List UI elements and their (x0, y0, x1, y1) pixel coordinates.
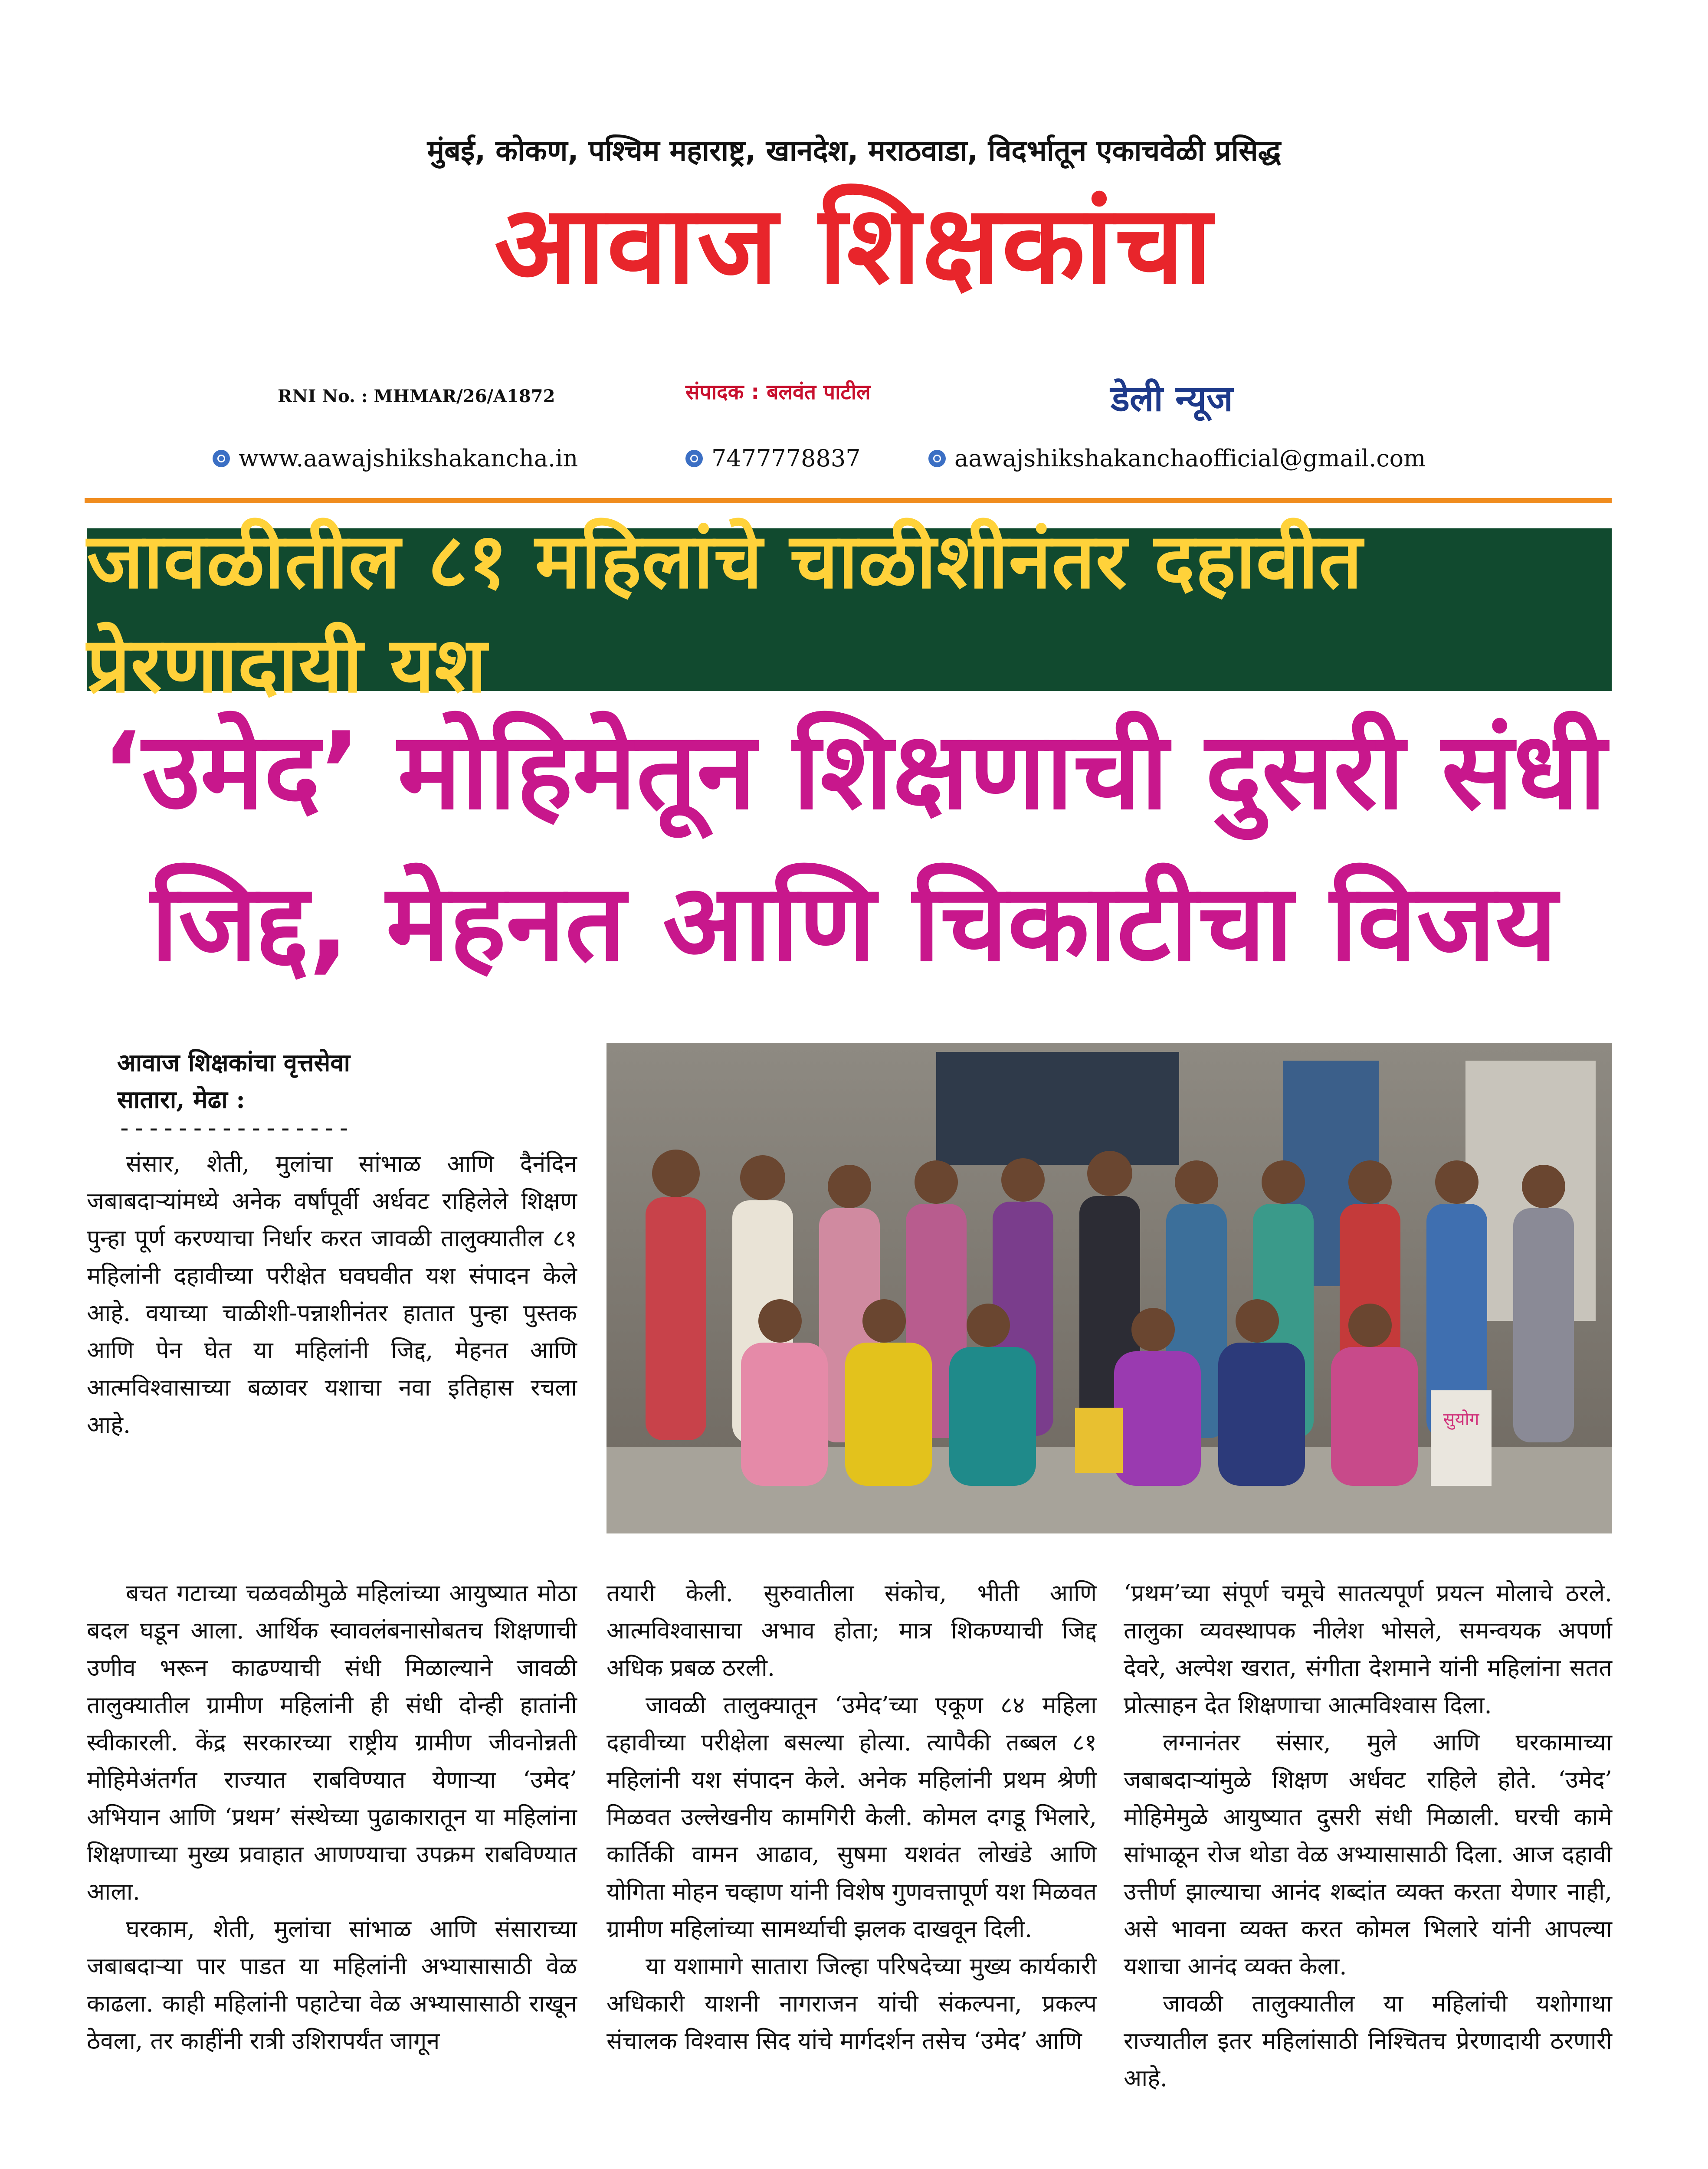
globe-icon (213, 450, 230, 467)
banner-text: जावळीतील ८१ महिलांचे चाळीशीनंतर दहावीत प्रेरणादायी यश (87, 516, 1363, 710)
article-paragraph-5-continued: ‘प्रथम’च्या संपूर्ण चमूचे सातत्यपूर्ण प्रयत्न मोलाचे ठरले. तालुका व्यवस्थापक नीलेश भोसले, समन्वयक अपर्णा देवरे, अल्पेश खरात, संगीता देशमाने यांनी महिलांना सतत प्रोत्साहन देत शिक्षणाचा आत्मविश्वास दिला. (1124, 1579, 1612, 1719)
masthead-title: आवाज शिक्षकांचा (494, 182, 1214, 308)
headline-primary: ‘उमेद’ मोहिमेतून शिक्षणाची दुसरी संधी (102, 709, 1606, 833)
editor-name: संपादक : बलवंत पाटील (685, 380, 871, 404)
website-text[interactable]: www.aawajshikshakancha.in (239, 445, 578, 472)
rni-number: RNI No. : MHMAR/26/A1872 (278, 386, 555, 406)
headline-banner (87, 516, 1612, 710)
article-paragraph-1: संसार, शेती, मुलांचा सांभाळ आणि दैनंदिन जबाबदाऱ्यांमध्ये अनेक वर्षांपूर्वी अर्धवट राहिलेले शिक्षण पुन्हा पूर्ण करण्याचा निर्धार करत जावळी तालुक्यातील ८१ महिलांनी दहावीच्या परीक्षेत घवघवीत यश संपादन केले आहे. वयाच्या चाळीशी-पन्नाशीनंतर हातात पुन्हा पुस्तक आणि पेन घेत या महिलांनी जिद्द, मेहनत आणि आत्मविश्वासाच्या बळावर यशाचा नवा इतिहास रचला आहे. (87, 1150, 577, 1438)
article-column-1-top (87, 1145, 577, 1444)
news-agency: आवाज शिक्षकांचा वृत्तसेवा (117, 1048, 351, 1077)
article-paragraph-7: जावळी तालुक्यातील या महिलांची यशोगाथा राज्यातील इतर महिलांसाठी निश्चितच प्रेरणादायी ठरणारी आहे. (1124, 1990, 1612, 2092)
article-paragraph-2: बचत गटाच्या चळवळीमुळे महिलांच्या आयुष्यात मोठा बदल घडून आला. आर्थिक स्वावलंबनासोबतच शिक्षणाची उणीव भरून काढण्याची संधी मिळाल्याने जावळी तालुक्यातील ग्रामीण महिलांनी ही संधी दोन्ही हातांनी स्वीकारली. केंद्र सरकारच्या राष्ट्रीय ग्रामीण जीवनोन्नती मोहिमेअंतर्गत राज्यात राबविण्यात येणाऱ्या ‘उमेद’ अभियान आणि ‘प्रथम’ संस्थेच्या पुढाकारातून या महिलांना शिक्षणाच्या मुख्य प्रवाहात आणण्याचा उपक्रम राबविण्यात आला. (87, 1579, 577, 1905)
phone-text[interactable]: 7477778837 (711, 445, 861, 472)
bag-label: सुयोग (1443, 1409, 1479, 1429)
group-photo (606, 1043, 1612, 1533)
article-paragraph-4: जावळी तालुक्यातून ‘उमेद’च्या एकूण ८४ महिला दहावीच्या परीक्षेला बसल्या होत्या. त्यापैकी तब्बल ८१ महिलांनी यश संपादन केले. अनेक महिलांनी प्रथम श्रेणी मिळवत उल्लेखनीय कामगिरी केली. कोमल दगडू भिलारे, कार्तिकी वामन आढाव, सुषमा यशवंत लोखंडे आणि योगिता मोहन चव्हाण यांनी विशेष गुणवत्तापूर्ण यश मिळवत ग्रामीण महिलांच्या सामर्थ्याची झलक दाखवून दिली. (606, 1691, 1097, 1943)
article-column-1-bottom (87, 1575, 577, 2060)
email-icon (928, 450, 946, 467)
phone-icon (685, 450, 703, 467)
byline-separator: ---------------- (117, 1114, 351, 1142)
article-paragraph-3: घरकाम, शेती, मुलांचा सांभाळ आणि संसाराच्या जबाबदाऱ्या पार पाडत या महिलांनी अभ्यासासाठी वेळ काढला. काही महिलांनी पहाटेचा वेळ अभ्यासासाठी राखून ठेवला, तर काहींनी रात्री उशिरापर्यंत जागून (87, 1915, 577, 2054)
website-contact[interactable] (213, 445, 578, 472)
article-paragraph-6: लग्नानंतर संसार, मुले आणि घरकामाच्या जबाबदाऱ्यांमुळे शिक्षण अर्धवट राहिले होते. ‘उमेद’ मोहिमेमुळे आयुष्यात दुसरी संधी मिळाली. घरची कामे सांभाळून रोज थोडा वेळ अभ्यासासाठी दिला. आज दहावी उत्तीर्ण झाल्याचा आनंद शब्दांत व्यक्त करता येणार नाही, असे भावना व्यक्त करत कोमल भिलारे यांनी आपल्या यशाचा आनंद व्यक्त केला. (1124, 1729, 1612, 1980)
article-paragraph-3-continued: तयारी केली. सुरुवातीला संकोच, भीती आणि आत्मविश्वासाचा अभाव होता; मात्र शिकण्याची जिद्द अधिक प्रबळ ठरली. (606, 1579, 1097, 1681)
article-paragraph-5: या यशामागे सातारा जिल्हा परिषदेच्या मुख्य कार्यकारी अधिकारी याशनी नागराजन यांची संकल्पना, प्रकल्प संचालक विश्वास सिद यांचे मार्गदर्शन तसेच ‘उमेद’ आणि (606, 1953, 1097, 2054)
article-column-2 (606, 1575, 1097, 2060)
phone-contact[interactable] (685, 445, 861, 472)
daily-news-label: डेली न्यूज (1111, 378, 1233, 419)
email-contact[interactable] (928, 445, 1426, 472)
dateline-place: सातारा, मेढा : (117, 1085, 245, 1114)
header-divider (85, 498, 1612, 503)
article-column-3 (1124, 1575, 1612, 2097)
email-text[interactable]: aawajshikshakanchaofficial@gmail.com (954, 445, 1426, 472)
tagline: मुंबई, कोकण, पश्चिम महाराष्ट्र, खानदेश, मराठवाडा, विदर्भातून एकाचवेळी प्रसिद्ध (427, 134, 1281, 167)
group-photo-illustration (606, 1043, 1612, 1533)
headline-secondary: जिद्द, मेहनत आणि चिकाटीचा विजय (151, 861, 1557, 985)
